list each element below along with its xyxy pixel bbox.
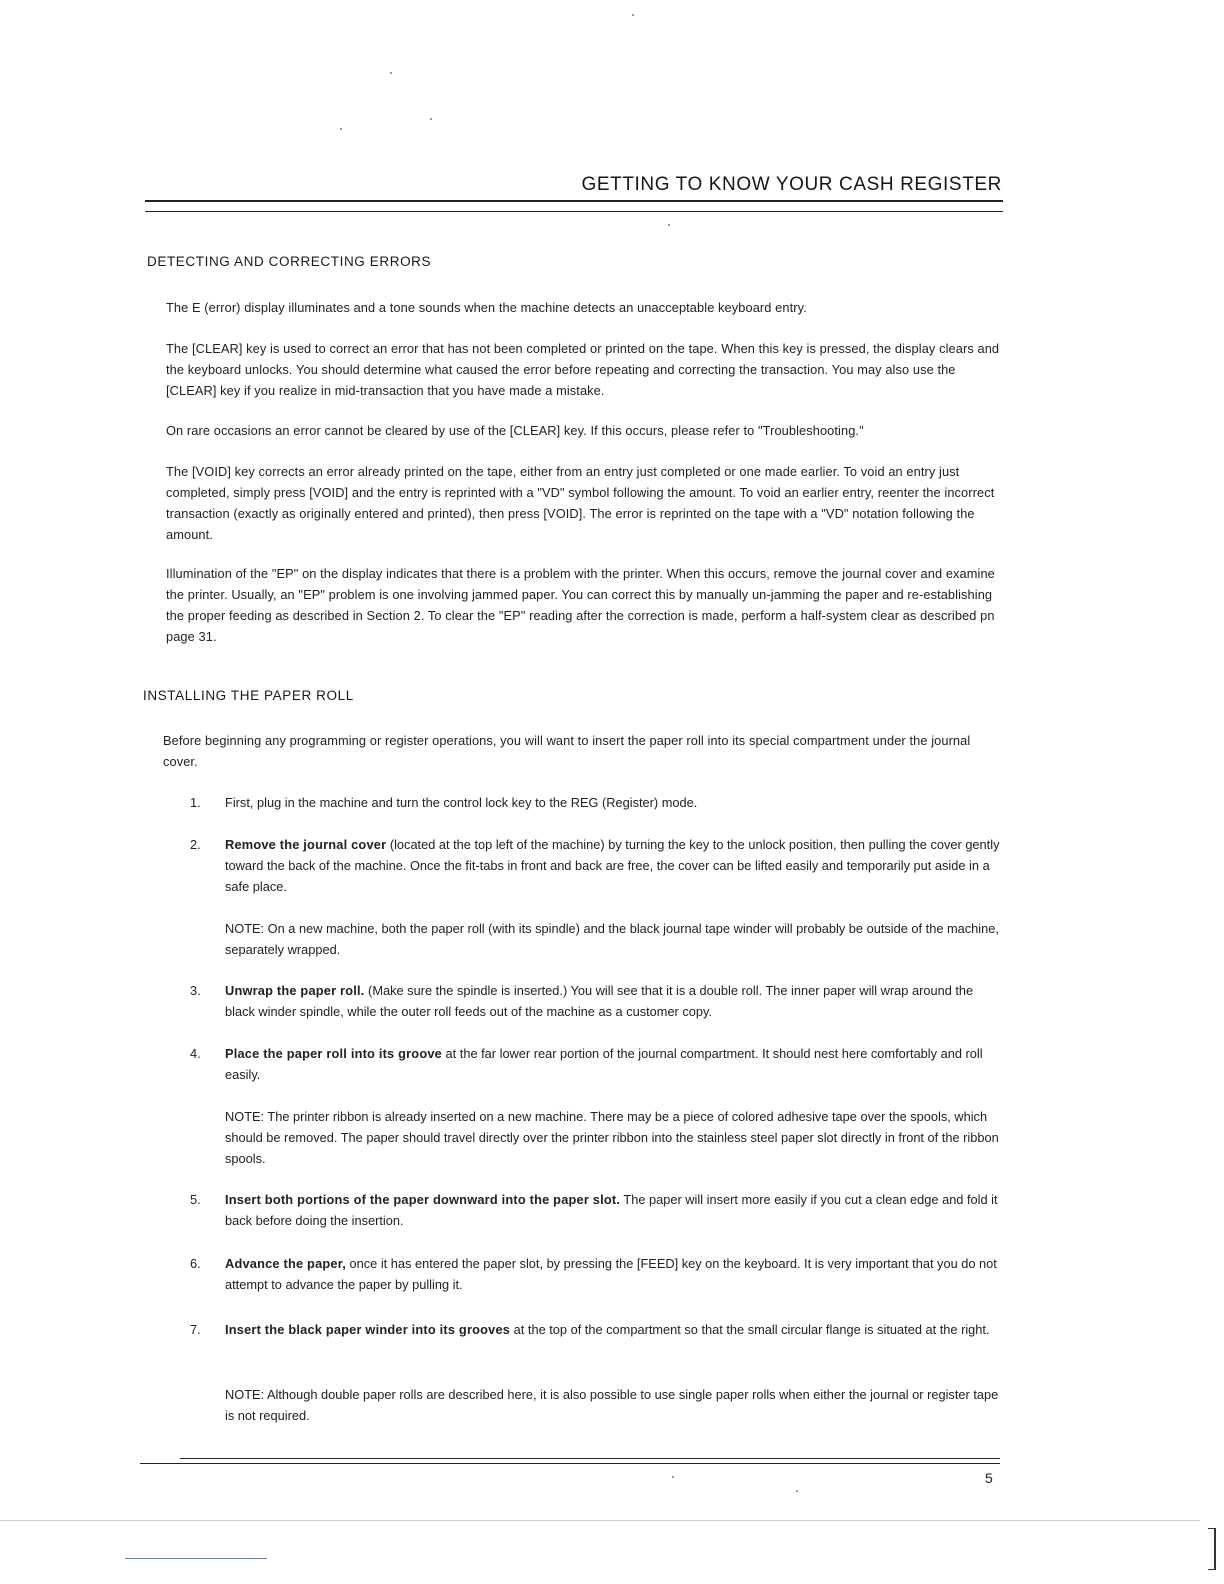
list-item-step-6 (190, 1253, 1002, 1297)
list-item-step-4 (190, 1043, 1002, 1087)
step-number: 2. (190, 837, 201, 852)
paragraph-error-display: The E (error) display illuminates and a tone sounds when the machine detects an unacceptable keyboard entry. (166, 300, 807, 315)
footer-rule-top (180, 1458, 1000, 1459)
header-rule-top (145, 200, 1003, 202)
list-item-step-7 (190, 1319, 1002, 1363)
step-body (225, 980, 1002, 1022)
step-number: 6. (190, 1256, 201, 1271)
scan-speck (430, 118, 432, 120)
list-item-step-3 (190, 980, 1002, 1024)
step-text: The paper will insert more easily if you cut a clean edge and fold it back before doing the insertion. (225, 1192, 998, 1228)
paragraph-void-key: The [VOID] key corrects an error already printed on the tape, either from an entry just completed or one made earlier. To void an entry just completed, simply press [VOID] and the entry is reprinted with a "VD" symbol following the amount. To void an earlier entry, reenter the incorrect transaction (exactly as originally entered and printed), then press [VOID]. The error is reprinted on the tape with a "VD" notation following the amount. (166, 464, 995, 542)
scan-speck (668, 224, 670, 226)
step-text: at the top of the compartment so that the small circular flange is situated at the right. (510, 1322, 990, 1337)
step-text: (located at the top left of the machine) by turning the key to the unlock position, then pulling the cover gently toward the back of the machine. Once the fit-tabs in front and back are free, the cover can be lifted easily and temporarily put aside in a safe place. (225, 837, 1000, 894)
scan-bracket-mark (1208, 1528, 1216, 1570)
step-lead: Insert both portions of the paper downward into the paper slot. (225, 1192, 621, 1207)
step-text: at the far lower rear portion of the journal compartment. It should nest here comfortably and roll easily. (225, 1046, 983, 1082)
step-number: 7. (190, 1322, 201, 1337)
paragraph-paper-intro: Before beginning any programming or register operations, you will want to insert the paper roll into its special compartment under the journal cover. (163, 733, 971, 769)
scan-speck (672, 1476, 674, 1478)
step-number: 5. (190, 1192, 201, 1207)
list-item-step-5 (190, 1189, 1002, 1233)
step-lead: Place the paper roll into its groove (225, 1046, 442, 1061)
list-item-step-1 (190, 792, 1002, 814)
step-body (225, 1319, 1002, 1340)
scan-speck (340, 128, 342, 130)
paragraph-clear-key: The [CLEAR] key is used to correct an error that has not been completed or printed on the tape. When this key is pressed, the display clears and the keyboard unlocks. You should determine what caused the error before repeating and correcting the transaction. You may also use the [CLEAR] key if you realize in mid-transaction that you have made a mistake. (166, 341, 1000, 398)
scan-blue-line (125, 1558, 267, 1559)
step-number: 1. (190, 795, 201, 810)
step-lead: Unwrap the paper roll. (225, 983, 365, 998)
header-rule-bottom (145, 211, 1003, 212)
step-body (225, 1043, 1002, 1085)
footer-rule-bottom (140, 1463, 1000, 1464)
section-heading-errors: DETECTING AND CORRECTING ERRORS (147, 254, 432, 269)
scan-speck (632, 14, 634, 16)
note-double-rolls: NOTE: Although double paper rolls are described here, it is also possible to use single paper rolls when either the journal or register tape is not required. (225, 1387, 999, 1423)
scan-edge-line (0, 1520, 1200, 1521)
list-item-step-2 (190, 834, 1002, 898)
section-heading-paper-roll: INSTALLING THE PAPER ROLL (143, 688, 354, 703)
scan-speck (390, 72, 392, 74)
paragraph-rare-occasions: On rare occasions an error cannot be cleared by use of the [CLEAR] key. If this occurs, please refer to "Troubleshooting." (166, 423, 864, 438)
step-number: 4. (190, 1046, 201, 1061)
step-body (225, 1189, 1002, 1231)
step-text: (Make sure the spindle is inserted.) You will see that it is a double roll. The inner paper will wrap around the black winder spindle, while the outer roll feeds out of the machine as a customer copy. (225, 983, 974, 1019)
step-number: 3. (190, 983, 201, 998)
scan-speck (796, 1490, 798, 1492)
page-header-title: GETTING TO KNOW YOUR CASH REGISTER (581, 174, 1002, 195)
page-number: 5 (985, 1470, 993, 1486)
step-text: once it has entered the paper slot, by pressing the [FEED] key on the keyboard. It is very important that you do not attempt to advance the paper by pulling it. (225, 1256, 997, 1292)
step-lead: Remove the journal cover (225, 837, 387, 852)
step-lead: Advance the paper, (225, 1256, 346, 1271)
step-body (225, 792, 1002, 813)
step-body (225, 834, 1002, 897)
note-printer-ribbon: NOTE: The printer ribbon is already inserted on a new machine. There may be a piece of colored adhesive tape over the spools, which should be removed. The paper should travel directly over the printer ribbon into the stainless steel paper slot directly in front of the ribbon spools. (225, 1109, 999, 1166)
step-body (225, 1253, 1002, 1295)
step-lead: Insert the black paper winder into its grooves (225, 1322, 511, 1337)
paragraph-ep-display: Illumination of the "EP" on the display indicates that there is a problem with the printer. When this occurs, remove the journal cover and examine the printer. Usually, an "EP" problem is one involving jammed paper. You can correct this by manually un-jamming the paper and re-establishing the proper feeding as described in Section 2. To clear the "EP" reading after the correction is made, perform a half-system clear as described pn page 31. (166, 566, 995, 644)
step-text: First, plug in the machine and turn the control lock key to the REG (Register) mode. (225, 795, 698, 810)
note-new-machine: NOTE: On a new machine, both the paper roll (with its spindle) and the black journal tape winder will probably be outside of the machine, separately wrapped. (225, 921, 999, 957)
